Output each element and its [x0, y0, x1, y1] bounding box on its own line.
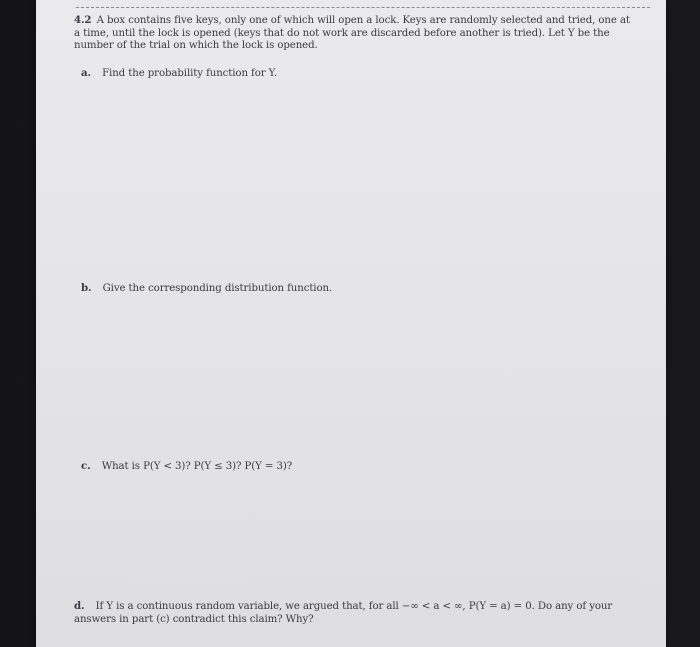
part-d-text: If Y is a continuous random variable, we argued that, for all −∞ < a < ∞, P(Y = a) = 0. Do any of your answers in part (c) contradict this claim? Why? — [74, 601, 613, 625]
part-b — [81, 282, 332, 296]
worksheet-page — [36, 0, 666, 647]
problem-number: 4.2 — [74, 14, 92, 26]
part-c-letter: c. — [81, 460, 91, 472]
part-d — [74, 600, 644, 626]
part-a-letter: a. — [81, 67, 91, 79]
part-b-letter: b. — [81, 282, 92, 294]
part-d-letter: d. — [74, 600, 85, 612]
part-c — [81, 460, 292, 474]
part-c-text: What is P(Y < 3)? P(Y ≤ 3)? P(Y = 3)? — [101, 461, 293, 472]
part-a-text: Find the probability function for Y. — [102, 68, 278, 79]
problem-text: A box contains five keys, only one of which will open a lock. Keys are randomly selected and tried, one at a time, until the lock is opened (keys that do not work are discarded before another is tried). Let Y be the number of the trial on which the lock is opened. — [74, 15, 630, 52]
part-a — [81, 67, 277, 81]
problem-statement — [74, 14, 634, 53]
part-b-text: Give the corresponding distribution function. — [102, 283, 333, 294]
dashed-divider — [76, 7, 650, 8]
